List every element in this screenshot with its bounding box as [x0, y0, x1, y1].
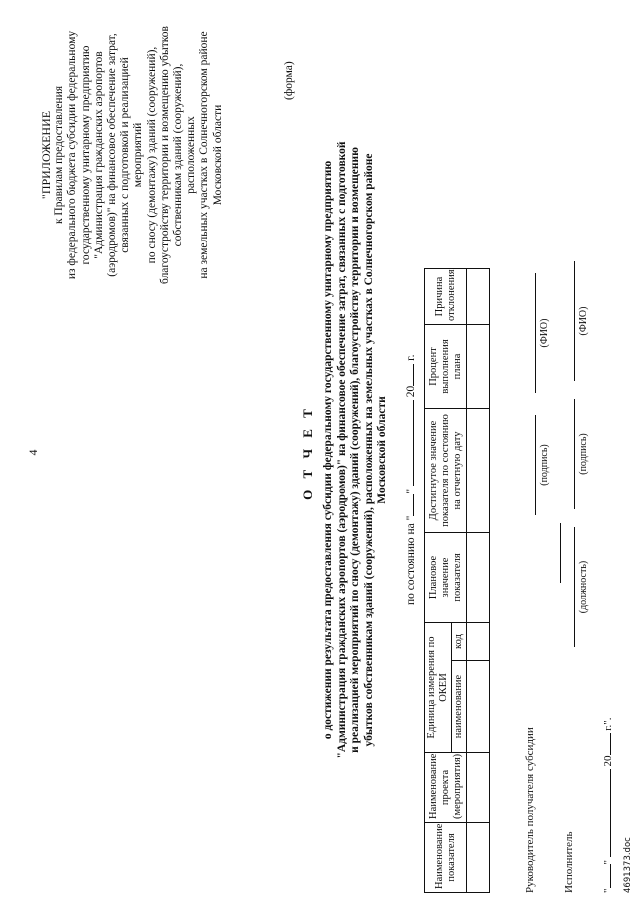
column-header: Наименование показателя: [425, 823, 467, 893]
column-header: Процент выполнения плана: [425, 325, 467, 409]
head-name-line[interactable]: [535, 273, 536, 393]
report-title: О Т Ч Е Т: [300, 405, 315, 500]
appendix-title: "ПРИЛОЖЕНИЕ: [39, 110, 53, 200]
footer-file-code: 4691373.doc: [623, 837, 633, 893]
year-prefix: 20: [405, 385, 417, 398]
executor-position-line[interactable]: [574, 527, 575, 647]
appendix-line: (аэродромов)" на финансовое обеспечение затрат,: [106, 33, 119, 277]
day-blank[interactable]: [402, 494, 414, 516]
as-of-prefix: по состоянию на ": [405, 515, 417, 605]
date-suffix: г.".: [602, 717, 614, 731]
executor-name-line[interactable]: [574, 261, 575, 381]
table-cell[interactable]: [467, 623, 490, 661]
column-header: Плановое значение показателя: [425, 533, 467, 623]
appendix-line: связанных с подготовкой и реализацией мероприятий: [119, 57, 145, 253]
as-of-date: [402, 285, 417, 605]
head-signature-label: Руководитель получателя субсидии: [524, 727, 536, 893]
appendix-line: по сносу (демонтажу) зданий (сооружений),: [145, 46, 158, 264]
date-year-prefix: 20: [602, 755, 614, 767]
appendix-line: Московской области: [211, 104, 224, 206]
table-cell[interactable]: [467, 269, 490, 325]
appendix-line: "Администрация гражданских аэропортов: [92, 51, 105, 259]
form-label: (форма): [283, 61, 295, 100]
table-cell[interactable]: [467, 661, 490, 753]
column-header: Наименование проекта (мероприятия): [425, 753, 467, 823]
appendix-header: [40, 25, 225, 285]
table-cell[interactable]: [467, 823, 490, 893]
subtitle-line: "Администрация гражданских аэропортов (аэродромов)" на финансовое обеспечение затрат, связанных с подготовкой: [335, 141, 348, 759]
subtitle-line: о достижении результата предоставления субсидии федеральному государственному унитарному предприятию: [322, 160, 334, 740]
head-name-caption: (ФИО): [539, 318, 550, 348]
head-signature-line[interactable]: [535, 415, 536, 515]
appendix-line: из федерального бюджета субсидии федеральному: [66, 30, 79, 280]
executor-signature-caption: (подпись): [578, 433, 589, 475]
table-blank-area: [467, 23, 490, 269]
executor-extra-line[interactable]: [560, 523, 561, 583]
appendix-line: государственному унитарному предприятию: [79, 45, 92, 265]
executor-label: Исполнитель: [563, 831, 575, 893]
subcolumn-header: наименование: [452, 661, 467, 753]
table-cell[interactable]: [467, 325, 490, 409]
table-cell[interactable]: [467, 753, 490, 823]
appendix-line: к Правилам предоставления: [53, 85, 66, 225]
year-blank[interactable]: [402, 364, 414, 386]
table-cell[interactable]: [467, 533, 490, 623]
date-day-blank[interactable]: [600, 865, 611, 889]
executor-name-caption: (ФИО): [578, 306, 589, 336]
appendix-line: благоустройству территории и возмещению убытков: [158, 26, 171, 284]
appendix-line: на земельных участках в Солнечногорском районе: [198, 31, 211, 279]
subcolumn-header: код: [452, 623, 467, 661]
date-quote-close: ": [602, 860, 614, 865]
column-header: Достигнутое значение показателя по состоянию на отчетную дату: [425, 409, 467, 533]
executor-signature-line[interactable]: [574, 399, 575, 509]
table-cell[interactable]: [467, 409, 490, 533]
date-month-blank[interactable]: [600, 769, 611, 857]
subtitle-line: убытков собственникам зданий (сооружений), расположенных на земельных участках в Солнечногорском районе: [362, 153, 375, 747]
appendix-line: собственникам зданий (сооружений), расположенных: [172, 63, 198, 247]
report-subtitle: [322, 55, 390, 845]
report-table: [424, 23, 490, 894]
page-number: 4: [26, 449, 40, 456]
table-blank-area: [425, 23, 467, 269]
column-header: Единица измерения по ОКЕИ: [425, 623, 452, 753]
subtitle-line: Московской области: [376, 396, 389, 504]
as-of-quote: ": [405, 488, 417, 494]
table-row: [467, 23, 490, 893]
subtitle-line: и реализацией мероприятий по сносу (демонтажу) зданий (сооружений), благоустройству территории и возмещению: [349, 147, 362, 753]
month-blank[interactable]: [402, 400, 414, 486]
date-quote-open: ": [602, 888, 614, 893]
executor-position-caption: (должность): [578, 560, 589, 614]
column-header: Причина отклонения: [425, 269, 467, 325]
head-signature-caption: (подпись): [539, 444, 550, 486]
date-year-blank[interactable]: [600, 734, 611, 756]
year-suffix: г.: [405, 354, 417, 361]
signature-date: [600, 717, 614, 893]
